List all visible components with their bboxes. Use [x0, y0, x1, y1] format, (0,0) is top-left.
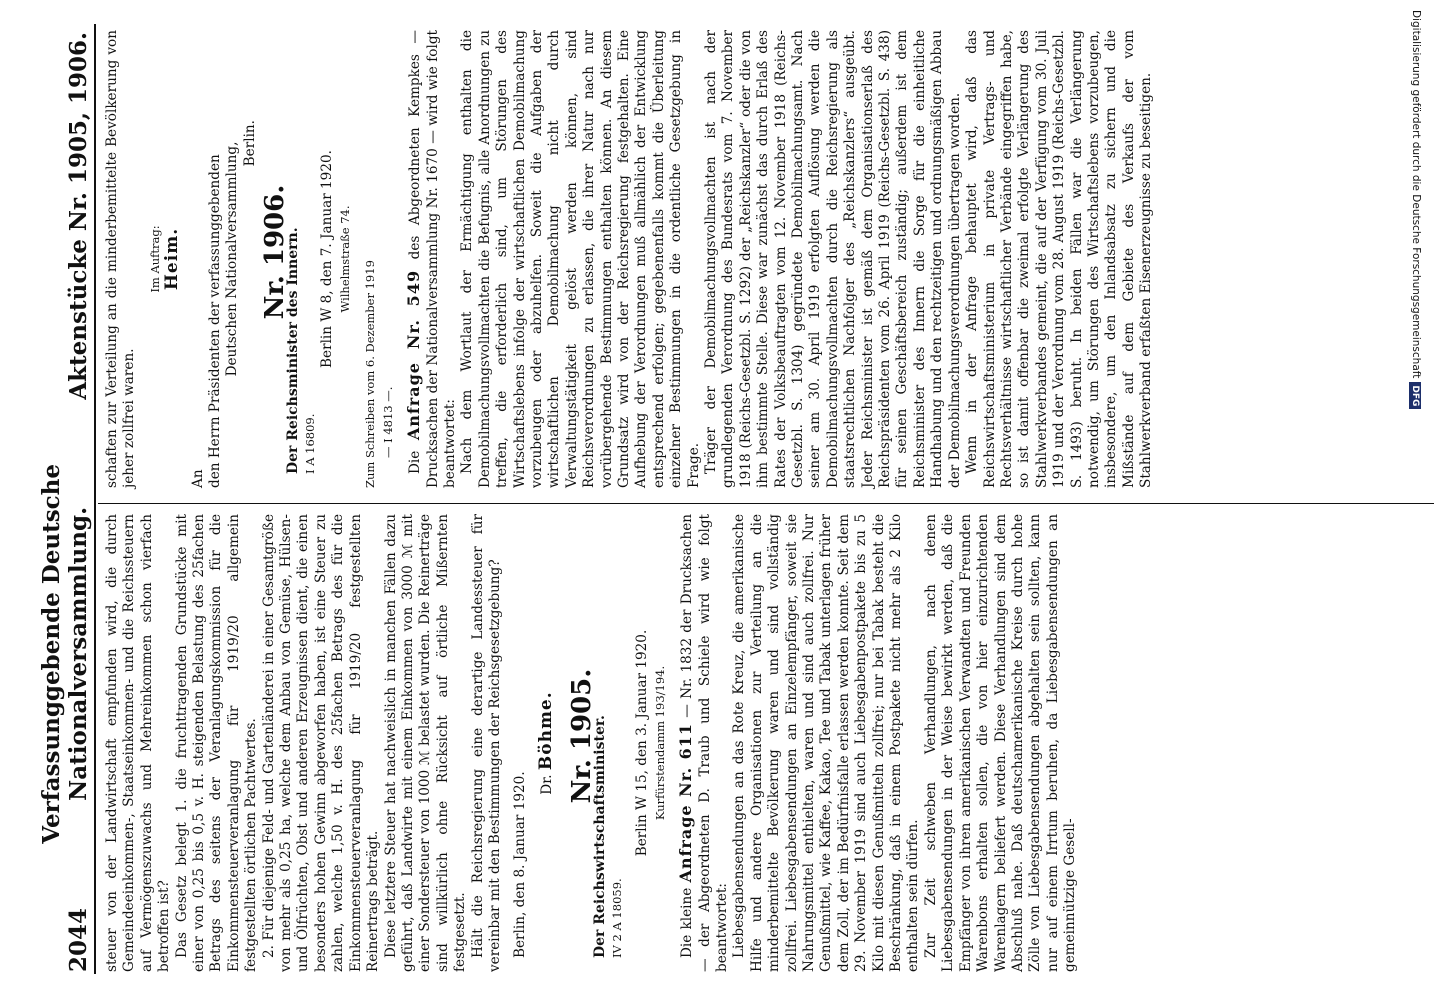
header-rule	[94, 24, 96, 974]
address: Kurfürstendamm 193/194.	[652, 665, 667, 821]
addressee-line: den Herrn Präsidenten der verfassunggebenden	[207, 154, 224, 488]
reference-letter: — I 4813 —.	[380, 386, 395, 458]
signature-name: Heim.	[162, 227, 183, 291]
date-line: Berlin W 8, den 7. Januar 1920.	[319, 150, 336, 368]
date-line: Berlin, den 8. Januar 1920.	[512, 771, 529, 958]
paragraph	[677, 514, 731, 972]
credit-text: Digitalisierung gefördert durch die Deutsche Forschungsgemeinschaft	[1410, 10, 1422, 379]
document-number-heading: Nr. 1906.	[260, 184, 291, 320]
running-title: Verfassunggebende Deutsche Nationalversammlung.	[38, 463, 92, 844]
page-number: 2044	[65, 907, 92, 972]
paragraph: Nach dem Wortlaut der Ermächtigung enthalten die Demobilmachungsvollmachten die Befugnis, alle Anordnungen zu treffen, die erforderlich sind, um Störungen des Wirtschaftslebens infolge der wirtschaftlichen Demobilmachung vorzubeugen oder abzuhelfen. Soweit die Aufgaben der wirtschaftlichen Demobilmachung nicht durch Verwaltungstätigkeit gelöst werden können, sind Reichsverordnungen zu erlassen, die ihrer Natur nach nur vorübergehende Bestimmungen enthalten können. An diesem Grundsatz wird von der Reichsregierung festgehalten. Eine Aufhebung der Verordnungen muß allmählich der Entwicklung entsprechend erfolgen; gegebenenfalls kommt die Überleitung einzelner Bestimmungen in die ordentliche Gesetzgebung in Frage.	[459, 30, 702, 488]
document-numbers: Aktenstücke Nr. 1905, 1906.	[65, 32, 92, 400]
paragraph: Diese letztere Steuer hat nachweislich in manchen Fällen dazu geführt, daß Landwirte mit einem Einkommen von 3000 ℳ mit einer Sondersteuer von 1000 ℳ belastet wurden. Die Reinerträge sind willkürlich ohne Rücksicht auf örtliche Mißernten festgesetzt.	[382, 514, 469, 972]
paragraph: Hält die Reichsregierung eine derartige Landessteuer für vereinbar mit den Bestimmungen der Reichsgesetzgebung?	[469, 514, 503, 972]
inquiry-number: Anfrage Nr. 611	[676, 722, 696, 883]
addressee-city: Berlin.	[241, 120, 258, 167]
intro-text: — Nr. 1832 der Drucksachen — der Abgeordneten D. Traub und Schiele wird wie folgt beantwortet:	[679, 513, 730, 972]
paragraph: Liebesgabensendungen an das Rote Kreuz, die amerikanische Hilfe und andere Organisationen zur Verteilung an die minderbemittelte Bevölkerung waren und sind vollständig zollfrei. Liebesgabensendungen an Einzelempfänger, soweit sie Nahrungsmittel enthielten, waren und sind auch zollfrei. Nur Genußmittel, wie Kaffee, Kakao, Tee und Tabak unterlagen früher dem Zoll, der im Bedürfnisfalle erlassen werden konnte. Seit dem 29. November 1919 sind auch Liebesgabenpostpakete bis zu 5 Kilo mit diesen Genußmitteln zollfrei; nur bei Tabak besteht die Beschränkung, daß in einem Postpakete nicht mehr als 2 Kilo enthalten sein dürfen.	[731, 514, 922, 972]
date-line: Berlin W 15, den 3. Januar 1920.	[634, 629, 651, 857]
sender: Der Reichsminister des Innern.	[284, 227, 301, 474]
signature-title: Dr.	[538, 774, 555, 795]
address: Wilhelmstraße 74.	[337, 205, 352, 313]
paragraph: Zur Zeit schweben Verhandlungen, nach denen Liebesgabensendungen in der Weise bewirkt werden, daß die Empfänger von ihren amerikanischen Verwandten und Freunden Warenbons erhalten sollen, die von hier einzurichtenden Warenlagern beliefert werden. Diese Verhandlungen sind dem Abschluß nahe. Daß deutschamerikanische Kreise durch hohe Zölle von Liebesgabensendungen abgehalten sein sollten, kann nur auf einem Irrtum beruhen, da Liebesgabensendungen an gemeinnützige Gesell-	[922, 514, 1079, 972]
intro-text: Die kleine	[679, 887, 696, 958]
inquiry-number: Anfrage Nr. 549	[404, 269, 424, 441]
reference: I A 16809.	[303, 413, 318, 474]
paragraph	[405, 30, 459, 488]
sender: Der Reichswirtschaftsminister.	[591, 715, 608, 958]
paragraph: schaften zur Verteilung an die minderbemittelte Bevölkerung von jeher zollfrei waren.	[104, 30, 138, 488]
page-header	[38, 32, 92, 972]
paragraph: 2. Für diejenige Feld- und Gartenländerei in einer Gesamtgröße von mehr als 0,25 ha, welche dem Anbau von Gemüse, Hülsen- und Ölfrüchten, Obst und anderen Erzeugnissen dient, die einen besonders hohen Gewinn abgeworfen haben, ist eine Steuer zu zahlen, welche 1,50 v. H. des 25fachen Betrags des für die Einkommensteuerveranlagung für 1919/20 festgestellten Reinertrags beträgt.	[260, 514, 382, 972]
paragraph: Das Gesetz belegt 1. die fruchttragenden Grundstücke mit einer von 0,25 bis 0,5 v. H. steigenden Belastung des 25fachen Betrags des seitens der Veranlagungskommission für die Einkommensteuerveranlagung für 1919/20 allgemein festgestellten örtlichen Pachtwertes.	[173, 514, 260, 972]
column-divider	[98, 503, 1434, 504]
on-behalf: Im Auftrag:	[147, 225, 162, 293]
reference: IV 2 A 18059.	[609, 878, 624, 958]
addressee-line: Deutschen Nationalversammlung,	[224, 141, 241, 377]
dfg-logo: DFG	[1409, 382, 1421, 409]
intro-text: des Abgeordneten Kempkes — Drucksachen der Nationalversammlung Nr. 1670 — wird wie folgt beantwortet:	[407, 30, 458, 488]
paragraph: Träger der Demobilmachungsvollmachten ist nach der grundlegenden Verordnung des Bundesrats vom 7. November 1918 (Reichs-Gesetzbl. S. 1292) der „Reichskanzler“ oder die von ihm bestimmte Stelle. Diese war zunächst das durch Erlaß des Rates der Volksbeauftragten vom 12. November 1918 (Reichs-Gesetzbl. S. 1304) gegründete Demobilmachungsamt. Nach seiner am 30. April 1919 erfolgten Auflösung werden die Demobilmachungsvollmachten durch die Reichsregierung als staatsrechtlichen Nachfolger des „Reichskanzlers“ ausgeübt. Jeder Reichsminister ist gemäß dem Organisationserlaß des Reichspräsidenten vom 26. April 1919 (Reichs-Gesetzbl. S. 438) für seinen Geschäftsbereich zuständig; außerdem ist dem Reichsminister des Innern die Sorge für die einheitliche Handhabung und den rechtzeitigen und ordnungsmäßigen Abbau der Demobilmachungsverordnungen übertragen worden.	[703, 30, 963, 488]
signature-name: Böhme.	[535, 691, 556, 771]
document-number-heading: Nr. 1905.	[567, 668, 598, 804]
signature	[535, 514, 556, 972]
reference-letter: Zum Schreiben vom 6. Dezember 1919	[363, 260, 378, 488]
left-column	[104, 514, 1080, 972]
paragraph: steuer von der Landwirtschaft empfunden wird, die durch Gemeindeeinkommen-, Staatseinkommen- und die Reichssteuern auf Vermögenszuwachs und Mehreinkommen schon vierfach betroffen ist?	[104, 514, 173, 972]
addressee-an: An	[189, 469, 206, 488]
right-column	[104, 30, 1156, 488]
paragraph: Wenn in der Anfrage behauptet wird, daß das Reichswirtschaftsministerium in private Vertrags- und Rechtsverhältnisse wirtschaftlicher Verbände eingegriffen habe, so ist damit offenbar die zweimal erfolgte Verlängerung des Stahlwerkverbandes gemeint, die auf der Verfügung vom 30. Juli 1919 und der Verordnung vom 28. August 1919 (Reichs-Gesetzbl. S. 1493) beruht. In beiden Fällen war die Verlängerung notwendig, um Störungen des Wirtschaftslebens vorzubeugen, insbesondere, um den Inlandsabsatz zu sichern und die Mißstände auf dem Gebiete des Verkaufs der vom Stahlwerkverband erfaßten Eisenerzeugnisse zu beseitigen.	[964, 30, 1155, 488]
intro-text: Die	[407, 450, 424, 474]
